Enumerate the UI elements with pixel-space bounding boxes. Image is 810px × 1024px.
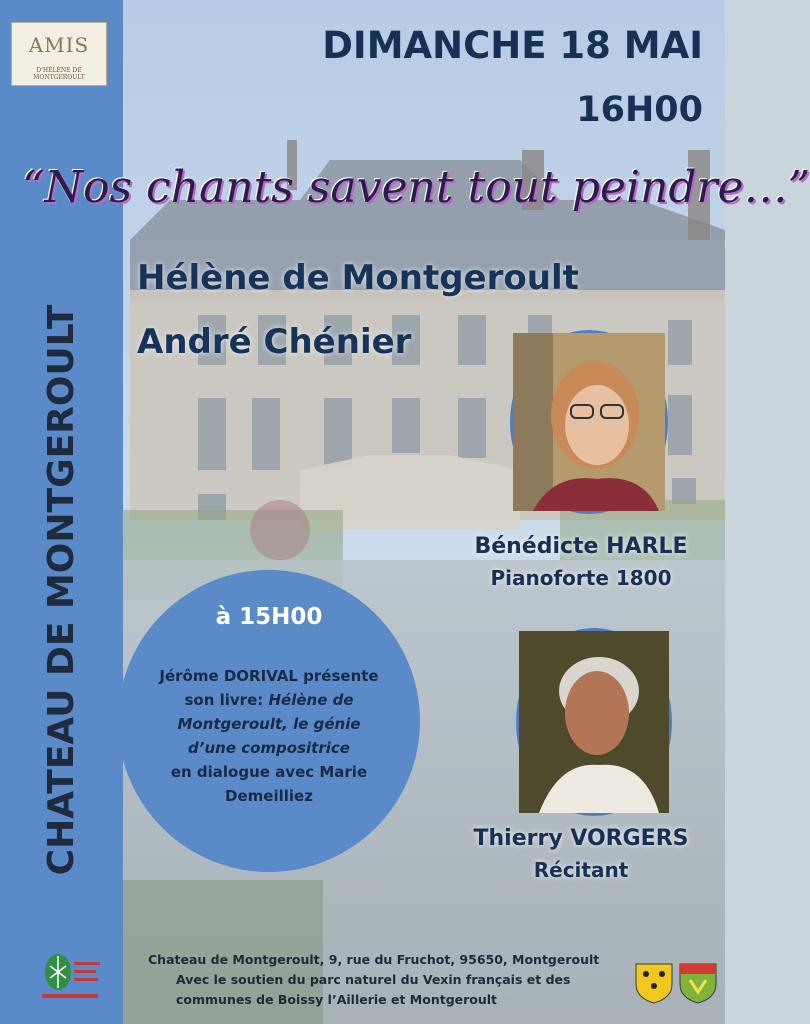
composer-name-2: André Chénier	[137, 322, 412, 362]
portrait-thierry-vorgers	[516, 628, 672, 816]
artist-2-name: Thierry VORGERS	[473, 826, 689, 851]
event-time: 16H00	[576, 90, 703, 130]
montgeroult-crest-icon	[678, 962, 718, 1004]
talk-line-2-italic: Hélène de	[268, 691, 354, 709]
talk-line-1: Jérôme DORIVAL présente	[159, 667, 379, 685]
event-date: DIMANCHE 18 MAI	[322, 24, 703, 67]
composer-name-1: Hélène de Montgeroult	[137, 258, 579, 298]
artist-2-role: Récitant	[533, 858, 629, 882]
talk-line-2	[132, 688, 406, 712]
talk-line-2-plain: son livre:	[184, 691, 269, 709]
talk-description	[132, 664, 406, 808]
talk-line-4-italic: d’une compositrice	[188, 739, 350, 757]
footer-address: Chateau de Montgeroult, 9, rue du Fruchot, 95650, Montgeroult	[148, 952, 600, 967]
left-side-band	[0, 0, 123, 1024]
side-title: CHATEAU DE MONTGEROULT	[41, 304, 82, 876]
talk-line-5: en dialogue avec Marie	[170, 763, 368, 781]
boissy-crest-icon	[634, 962, 674, 1004]
talk-info-circle	[118, 570, 420, 872]
vexin-park-logo	[38, 944, 106, 1006]
talk-line-4	[132, 736, 406, 760]
artist-1-role: Pianoforte 1800	[490, 566, 672, 590]
artist-1-name: Bénédicte HARLE	[474, 534, 688, 559]
amis-montgeroult-logo	[11, 22, 107, 86]
portrait-benedicte-harle	[510, 330, 668, 514]
talk-line-6: Demeilliez	[225, 787, 313, 805]
talk-time: à 15H00	[215, 604, 323, 630]
footer-support-line-1: Avec le soutien du parc naturel du Vexin français et des	[176, 972, 571, 987]
quote-title: “Nos chants savent tout peindre…”	[22, 162, 810, 213]
talk-line-3-italic: Montgeroult, le génie	[177, 715, 361, 733]
logo-word: AMIS	[28, 33, 90, 57]
talk-line-3	[132, 712, 406, 736]
logo-subtitle: D'HÉLÈNE DE MONTGEROULT	[33, 67, 85, 81]
footer-support-line-2: communes de Boissy l’Aillerie et Montgeroult	[176, 992, 498, 1007]
